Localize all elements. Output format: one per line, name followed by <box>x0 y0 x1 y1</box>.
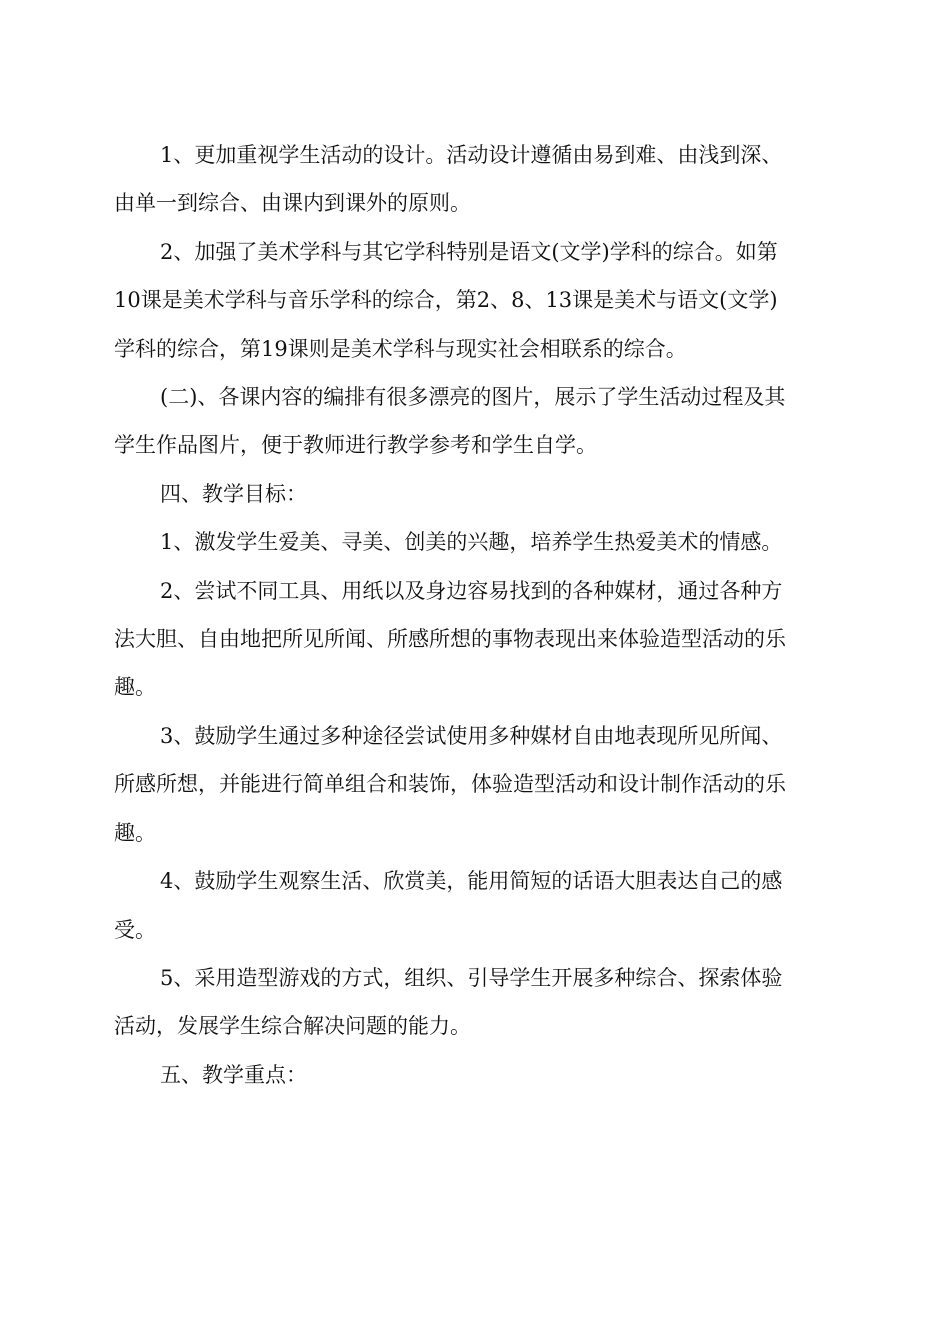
text-line: (二)、各课内容的编排有很多漂亮的图片，展示了学生活动过程及其 <box>160 385 786 410</box>
document-body <box>114 131 834 1099</box>
text-line: 4、鼓励学生观察生活、欣赏美，能用简短的话语大胆表达自己的感 <box>160 869 783 894</box>
text-line: 学生作品图片，便于教师进行教学参考和学生自学。 <box>114 433 597 458</box>
paragraph-objective-1 <box>114 518 834 566</box>
paragraph-objective-4 <box>114 857 834 954</box>
text-line: 1、更加重视学生活动的设计。活动设计遵循由易到难、由浅到深、 <box>160 143 783 167</box>
text-line: 五、教学重点： <box>160 1062 307 1087</box>
paragraph-objective-5 <box>114 954 834 1051</box>
text-line: 法大胆、自由地把所见所闻、所感所想的事物表现出来体验造型活动的乐 <box>114 627 786 652</box>
paragraph-pictures <box>114 373 834 470</box>
text-line: 2、尝试不同工具、用纸以及身边容易找到的各种媒材，通过各种方 <box>160 578 783 603</box>
text-line: 趣。 <box>114 675 156 700</box>
text-line: 活动，发展学生综合解决问题的能力。 <box>114 1014 471 1039</box>
text-line: 四、教学目标： <box>160 481 307 506</box>
text-line: 3、鼓励学生通过多种途径尝试使用多种媒材自由地表现所见所闻、 <box>160 723 783 748</box>
text-line: 趣。 <box>114 820 156 845</box>
paragraph-objective-2 <box>114 567 834 712</box>
text-line: 10课是美术学科与音乐学科的综合，第2、8、13课是美术与语文(文学) <box>114 288 778 313</box>
paragraph-goal-activity-design <box>114 131 834 228</box>
section-heading-teaching-focus <box>114 1051 834 1099</box>
text-line: 所感所想，并能进行简单组合和装饰，体验造型活动和设计制作活动的乐 <box>114 772 786 797</box>
text-line: 1、激发学生爱美、寻美、创美的兴趣，培养学生热爱美术的情感。 <box>160 530 783 555</box>
text-line: 2、加强了美术学科与其它学科特别是语文(文学)学科的综合。如第 <box>160 239 778 264</box>
text-line: 5、采用造型游戏的方式，组织、引导学生开展多种综合、探索体验 <box>160 965 783 990</box>
text-line: 由单一到综合、由课内到课外的原则。 <box>114 191 471 216</box>
text-line: 学科的综合，第19课则是美术学科与现实社会相联系的综合。 <box>114 336 687 361</box>
section-heading-teaching-objectives <box>114 470 834 518</box>
paragraph-subject-integration <box>114 228 834 373</box>
paragraph-objective-3 <box>114 712 834 857</box>
text-line: 受。 <box>114 917 156 942</box>
